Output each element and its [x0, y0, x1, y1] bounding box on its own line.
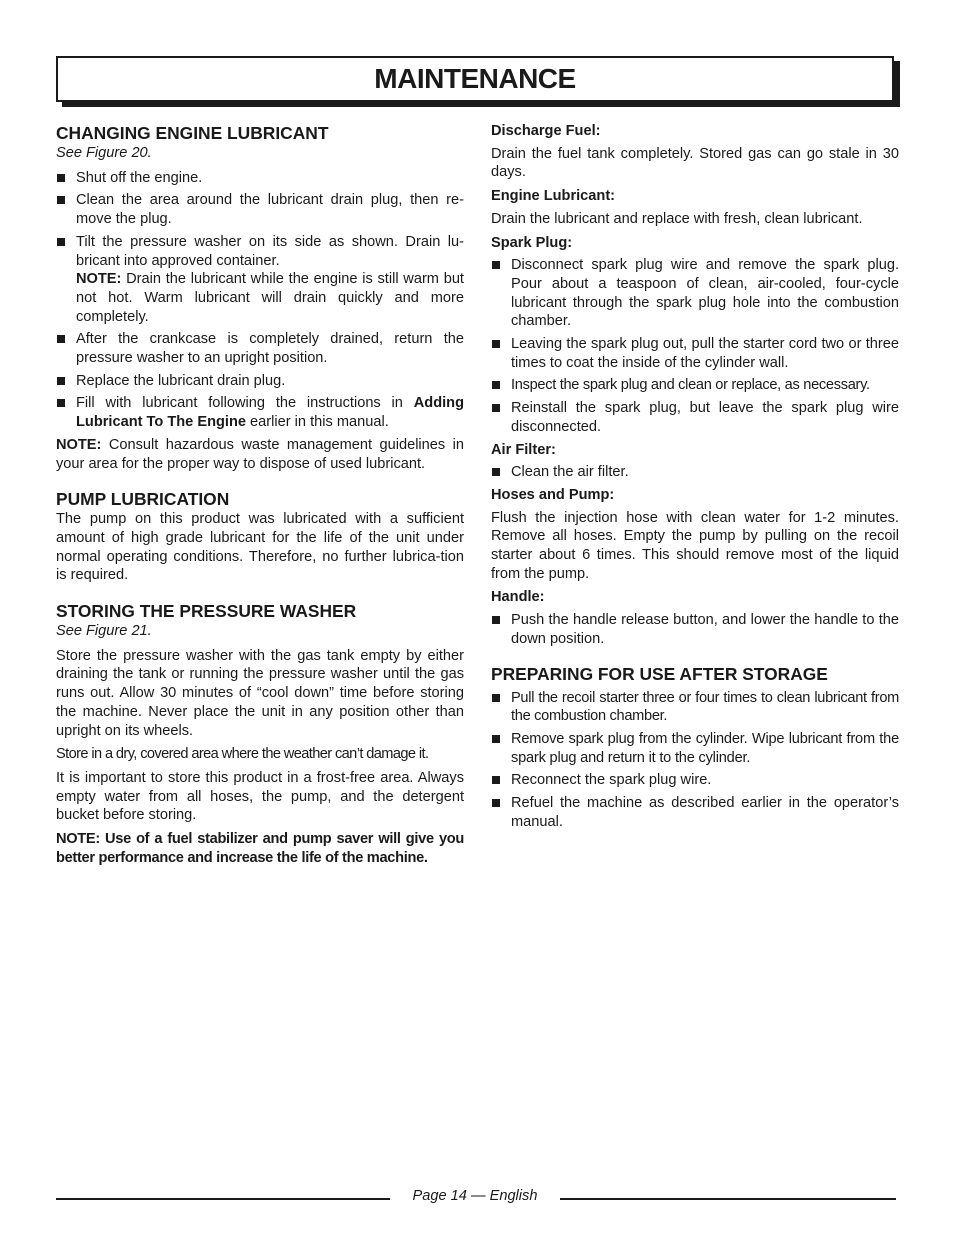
- bullet-square-icon: [492, 799, 500, 807]
- list-item: After the crankcase is completely drained, return the pressure washer to an upright position.: [56, 330, 464, 367]
- list-item: Inspect the spark plug and clean or replace, as necessary.: [491, 376, 899, 395]
- air-filter-steps: [491, 463, 899, 482]
- note-text: Drain the lubricant while the engine is still warm but not hot. Warm lubricant will drain quickly and more completely.: [76, 271, 464, 325]
- preparing-heading: PREPARING FOR USE AFTER STORAGE: [491, 663, 828, 684]
- bullet-square-icon: [57, 238, 65, 246]
- footer-rule-left: [56, 1198, 390, 1200]
- see-figure-20: See Figure 20.: [56, 145, 152, 161]
- hoses-pump-text: Flush the injection hose with clean water for 1-2 minutes. Remove all hoses. Empty the pump by pulling on the recoil starter about 6 times. This should remove most of the liquid from the pump.: [491, 509, 899, 582]
- bullet-square-icon: [492, 776, 500, 784]
- hoses-pump-heading: Hoses and Pump:: [491, 486, 615, 503]
- engine-lubricant-text: Drain the lubricant and replace with fresh, clean lubricant.: [491, 210, 863, 227]
- air-filter-heading: Air Filter:: [491, 441, 556, 458]
- spark-plug-steps: [491, 256, 899, 436]
- footer-rule-right: [560, 1198, 896, 1200]
- list-item: Clean the area around the lubricant drain plug, then re-move the plug.: [56, 191, 464, 228]
- list-item: Refuel the machine as described earlier in the operator’s manual.: [491, 794, 899, 831]
- bullet-square-icon: [492, 468, 500, 476]
- storing-heading: STORING THE PRESSURE WASHER: [56, 601, 357, 622]
- fuel-stabilizer-note: NOTE: Use of a fuel stabilizer and pump saver will give you better performance and increase the life of the machine.: [56, 831, 464, 866]
- changing-lubricant-heading: CHANGING ENGINE LUBRICANT: [56, 123, 329, 143]
- pump-lubrication-text: The pump on this product was lubricated with a sufficient amount of high grade lubricant for the life of the unit under normal operating conditions. Therefore, no further lubrica-tion is required.: [56, 511, 464, 584]
- list-item: Reinstall the spark plug, but leave the spark plug wire disconnected.: [491, 399, 899, 436]
- bullet-square-icon: [492, 694, 500, 702]
- bullet-square-icon: [492, 261, 500, 269]
- bullet-square-icon: [57, 399, 65, 407]
- list-item: Fill with lubricant following the instructions in Adding Lubricant To The Engine earlier in this manual.: [56, 394, 464, 431]
- bullet-square-icon: [492, 340, 500, 348]
- page-title-box: [56, 56, 894, 102]
- bullet-square-icon: [492, 381, 500, 389]
- handle-steps: [491, 611, 899, 648]
- list-item: Remove spark plug from the cylinder. Wipe lubricant from the spark plug and return it to the cylinder.: [491, 730, 899, 767]
- list-item: Clean the air filter.: [491, 463, 899, 482]
- right-column: [491, 122, 899, 836]
- storing-paragraph-2: Store in a dry, covered area where the weather can’t damage it.: [56, 746, 429, 763]
- list-item: Leaving the spark plug out, pull the starter cord two or three times to coat the inside of the cylinder wall.: [491, 335, 899, 372]
- list-item: Reconnect the spark plug wire.: [491, 771, 899, 790]
- bullet-square-icon: [57, 335, 65, 343]
- discharge-fuel-text: Drain the fuel tank completely. Stored gas can go stale in 30 days.: [491, 145, 899, 181]
- engine-lubricant-heading: Engine Lubricant:: [491, 188, 616, 205]
- cross-reference: Adding Lubricant To The Engine: [76, 395, 464, 431]
- bullet-square-icon: [492, 616, 500, 624]
- discharge-fuel-heading: Discharge Fuel:: [491, 123, 601, 139]
- bullet-square-icon: [57, 174, 65, 182]
- list-item: Shut off the engine.: [56, 169, 464, 188]
- list-item: Tilt the pressure washer on its side as shown. Drain lu-bricant into approved container. NOTE: Drain the lubricant while the engine is still warm but not hot. Warm lubricant will drain quickly and more completely.: [56, 233, 464, 327]
- page-number: Page 14 — English: [412, 1188, 538, 1204]
- list-item: Pull the recoil starter three or four times to clean lubricant from the combustion chamber.: [491, 689, 899, 726]
- bullet-square-icon: [492, 735, 500, 743]
- left-column: [56, 122, 464, 873]
- bullet-square-icon: [57, 196, 65, 204]
- bullet-square-icon: [57, 377, 65, 385]
- note-label: NOTE:: [76, 271, 122, 288]
- storing-paragraph-3: It is important to store this product in a frost-free area. Always empty water from all hoses, the pump, and the detergent bucket before storing.: [56, 769, 464, 824]
- preparing-steps: [491, 689, 899, 832]
- bullet-square-icon: [492, 404, 500, 412]
- spark-plug-heading: Spark Plug:: [491, 234, 573, 251]
- list-item: Replace the lubricant drain plug.: [56, 372, 464, 391]
- handle-heading: Handle:: [491, 589, 545, 606]
- storing-paragraph-1: Store the pressure washer with the gas tank empty by either draining the tank or running the pressure washer until the gas runs out. Allow 30 minutes of “cool down” time before storing the machine. Never place the unit in any position other than upright on its wheels.: [56, 647, 464, 739]
- see-figure-21: See Figure 21.: [56, 623, 152, 640]
- disposal-note: NOTE: Consult hazardous waste management guidelines in your area for the proper way to dispose of used lubricant.: [56, 436, 464, 472]
- pump-lubrication-heading: PUMP LUBRICATION: [56, 489, 230, 510]
- list-item: Push the handle release button, and lower the handle to the down position.: [491, 611, 899, 648]
- changing-lubricant-steps: [56, 169, 464, 432]
- page-title: MAINTENANCE: [374, 62, 576, 94]
- list-item: Disconnect spark plug wire and remove the spark plug. Pour about a teaspoon of clean, air-cooled, four-cycle lubricant through the spark plug hole into the combustion chamber.: [491, 256, 899, 331]
